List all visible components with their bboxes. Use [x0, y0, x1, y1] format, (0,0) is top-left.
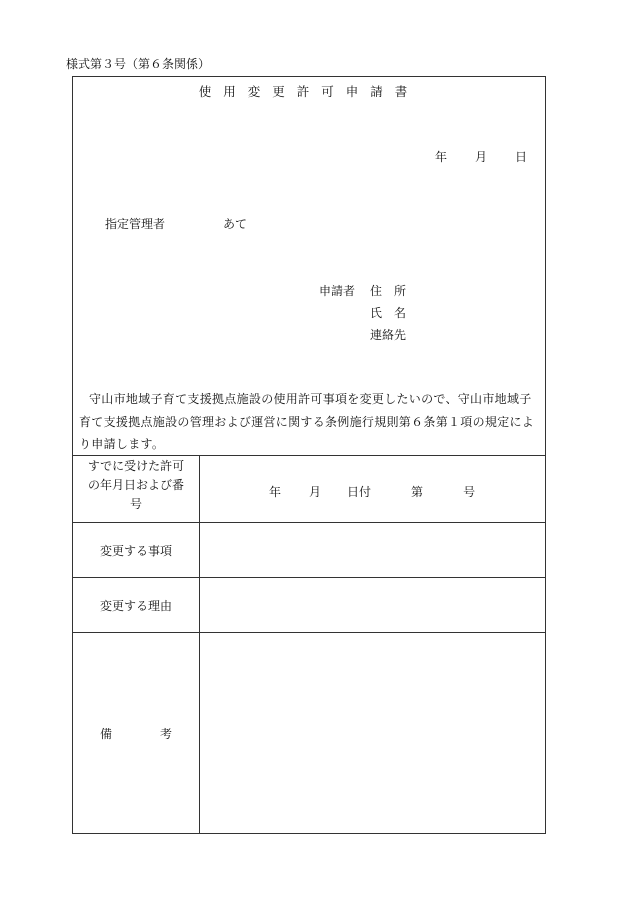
form-title: 使用変更許可申請書 [198, 84, 420, 99]
prior-permit-label-line: すでに受けた許可 [87, 459, 185, 473]
addressee-suffix: あて [223, 217, 248, 231]
prior-permit-label-line: 号 [129, 497, 142, 511]
change-reason-label: 変更する理由 [99, 599, 172, 613]
applicant-label: 申請者 [319, 284, 356, 298]
table-divider [73, 522, 545, 523]
applicant-contact-label: 連絡先 [370, 328, 407, 342]
applicant-name-label: 氏 名 [370, 306, 407, 320]
prior-permit-label-line: の年月日および番 [87, 478, 184, 492]
addressee-name: 指定管理者 [105, 217, 166, 231]
form-number-label: 様式第３号（第６条関係） [66, 57, 211, 71]
prior-permit-year: 年 [269, 485, 282, 499]
table-column-divider [199, 455, 200, 833]
table-divider [73, 632, 545, 633]
change-item-label: 変更する事項 [99, 544, 172, 558]
prior-permit-label [73, 457, 199, 514]
prior-permit-day: 日付 [347, 485, 372, 499]
table-divider [73, 577, 545, 578]
date-month: 月 [474, 150, 487, 164]
prior-permit-value [269, 483, 475, 500]
date-year: 年 [434, 150, 447, 164]
prior-permit-number-suffix: 号 [463, 485, 476, 499]
applicant-address-label: 住 所 [370, 284, 407, 298]
application-form [72, 76, 546, 834]
application-statement: 守山市地域子育て支援拠点施設の使用許可事項を変更したいので、守山市地域子育て支援拠点施設の管理および運営に関する条例施行規則第６条第１項の規定により申請します。 [79, 392, 535, 451]
table-divider [73, 455, 545, 456]
date-day: 日 [514, 150, 527, 164]
prior-permit-number-prefix: 第 [411, 485, 424, 499]
application-date [435, 148, 527, 165]
remarks-label: 備 考 [99, 727, 172, 741]
prior-permit-month: 月 [309, 485, 322, 499]
